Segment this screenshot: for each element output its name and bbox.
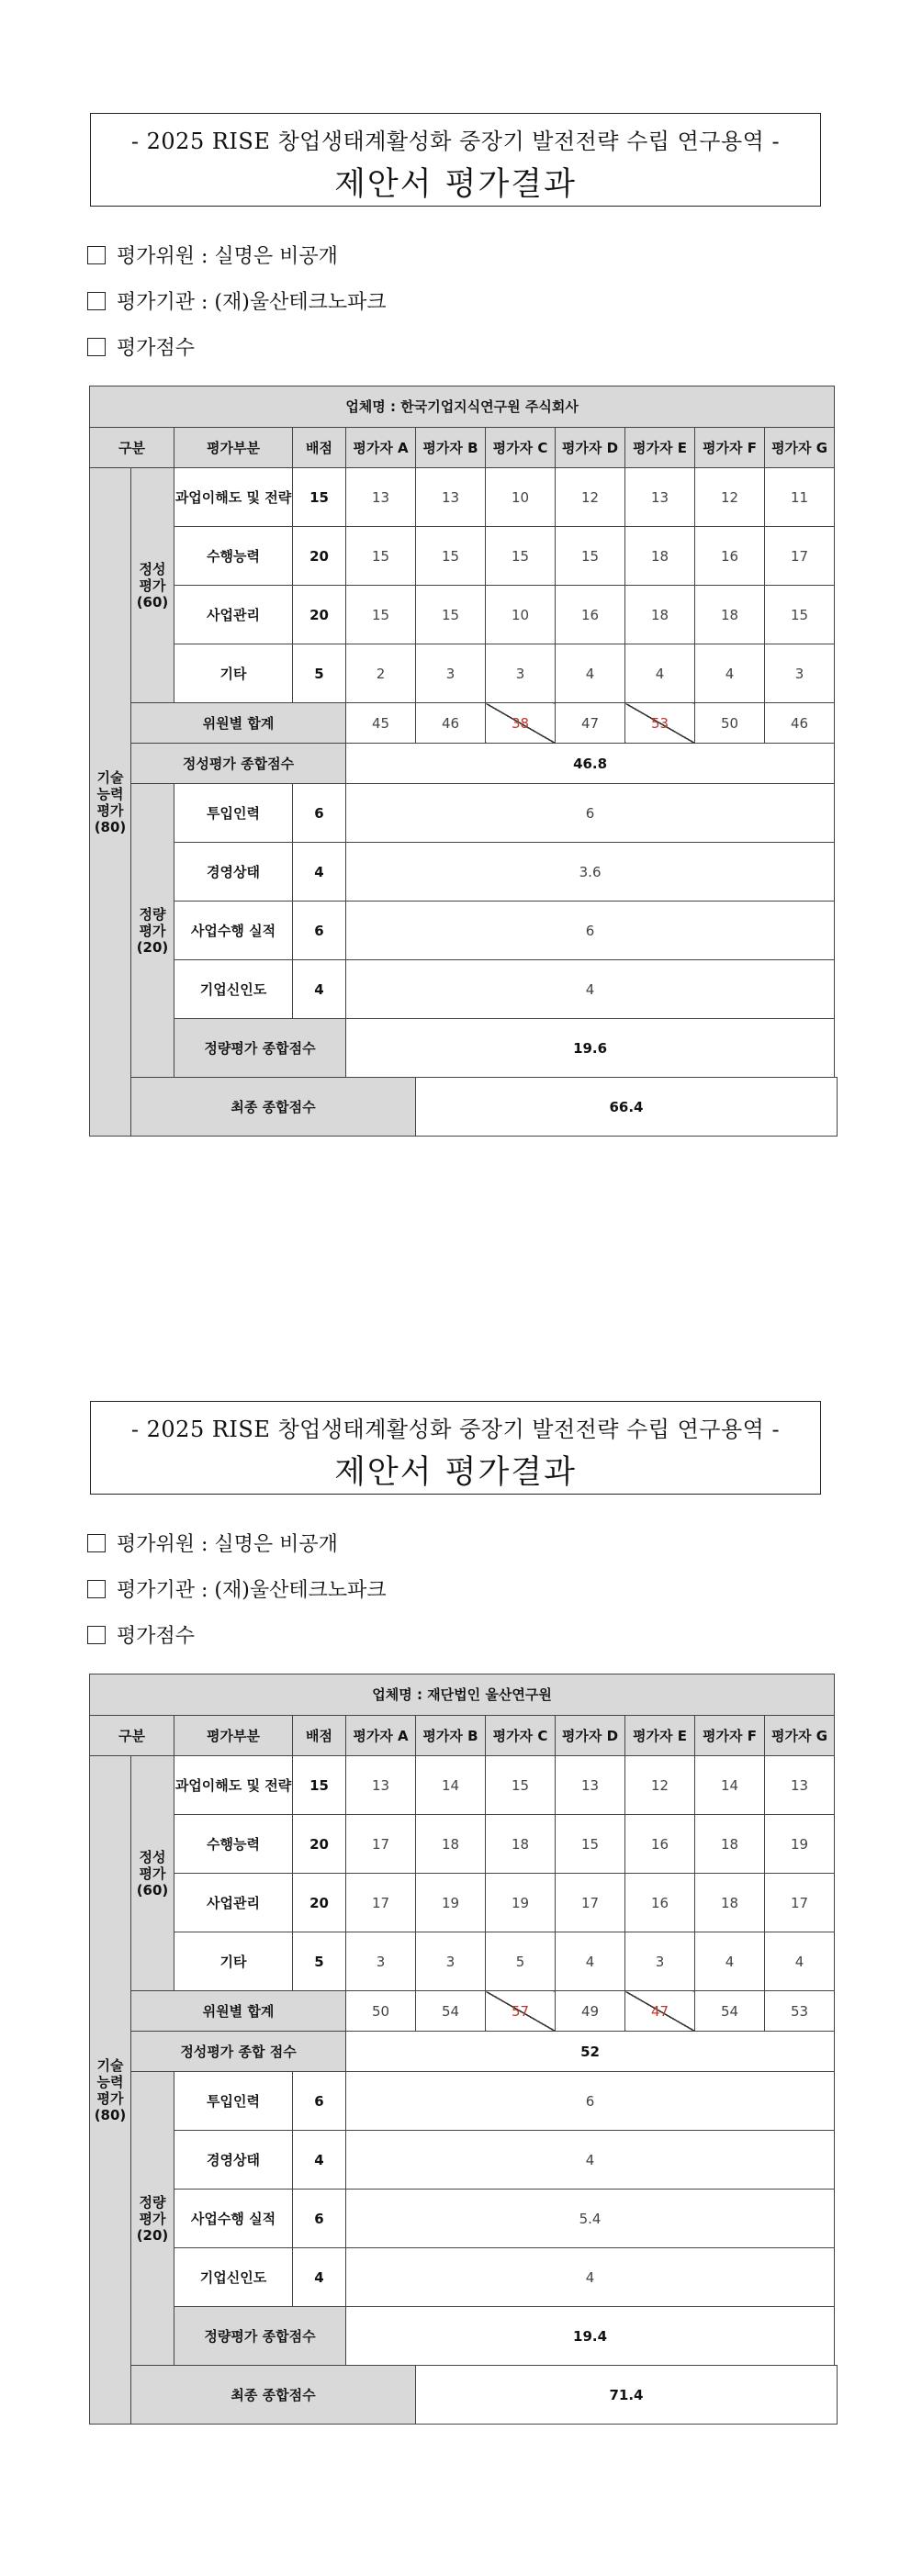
criterion-label: 기타 [174,644,293,703]
sum-row [90,1991,838,2032]
score-cell: 18 [486,1815,556,1874]
criterion-label: 기업신인도 [174,960,293,1019]
info-line [87,286,387,315]
score-cell: 5 [486,1932,556,1991]
header-evaluator: 평가자 F [695,1716,765,1756]
title-box [90,113,821,207]
page-title: 제안서 평가결과 [334,1454,577,1491]
header-evaluator: 평가자 B [416,428,486,468]
criterion-label: 경영상태 [174,2131,293,2190]
score-cell: 15 [486,527,556,586]
info-text: 평가점수 [117,1625,196,1648]
qualitative-total-row [90,744,838,784]
info-line [87,1620,195,1649]
table-row [90,902,838,960]
header-evaluator: 평가자 A [346,1716,416,1756]
quantitative-score: 6 [346,784,835,843]
score-cell: 3 [625,1932,695,1991]
score-cell: 19 [765,1815,835,1874]
page-title: 제안서 평가결과 [334,166,577,203]
score-table [89,386,838,1137]
criterion-label: 기타 [174,1932,293,1991]
score-cell: 18 [695,586,765,644]
criterion-points: 6 [293,784,346,843]
criterion-label: 사업관리 [174,1874,293,1932]
table-row [90,1932,838,1991]
score-cell: 12 [556,468,625,527]
score-cell: 12 [625,1756,695,1815]
sum-label: 위원별 합계 [131,1991,346,2032]
score-table [89,1674,838,2425]
qualitative-total-value: 46.8 [346,744,835,784]
header-evaluator: 평가자 D [556,428,625,468]
criterion-points: 6 [293,902,346,960]
header-part: 평가부분 [174,1716,293,1756]
score-cell: 14 [416,1756,486,1815]
header-evaluator: 평가자 D [556,1716,625,1756]
info-text: 평가점수 [117,337,196,360]
company-name: 업체명 : 재단법인 울산연구원 [90,1674,835,1716]
header-row [90,1716,838,1756]
company-row [90,1674,838,1716]
qualitative-total-label: 정성평가 종합점수 [131,744,346,784]
project-subtitle: - 2025 RISE 창업생태계활성화 중장기 발전전략 수립 연구용역 - [130,129,781,154]
quantitative-total-label: 정량평가 종합점수 [174,2307,346,2366]
header-evaluator: 평가자 C [486,1716,556,1756]
score-cell: 13 [416,468,486,527]
final-total-value: 71.4 [416,2366,838,2425]
checkbox-square-icon [87,338,106,356]
sum-cell: 54 [416,1991,486,2032]
score-cell: 15 [486,1756,556,1815]
criterion-points: 4 [293,2248,346,2307]
header-evaluator: 평가자 E [625,428,695,468]
header-category: 구분 [90,428,174,468]
final-total-value: 66.4 [416,1078,838,1137]
criterion-points: 6 [293,2072,346,2131]
company-name: 업체명 : 한국기업지식연구원 주식회사 [90,386,835,428]
sum-cell: 46 [416,703,486,744]
header-row [90,428,838,468]
checkbox-square-icon [87,1534,106,1552]
info-line [87,241,338,269]
info-line [87,332,195,361]
score-cell: 14 [695,1756,765,1815]
table-row [90,1756,838,1815]
table-row [90,2190,838,2248]
quantitative-score: 6 [346,2072,835,2131]
excluded-sum-cell: 53 [625,703,695,744]
score-cell: 15 [416,527,486,586]
info-line [87,1574,387,1603]
evaluation-page [0,1288,911,2576]
checkbox-square-icon [87,246,106,264]
header-evaluator: 평가자 E [625,1716,695,1756]
tech-eval-label: 기술 능력 평가 (80) [90,468,131,1137]
criterion-points: 20 [293,586,346,644]
table-row [90,527,838,586]
table-row [90,2131,838,2190]
score-cell: 17 [765,527,835,586]
criterion-label: 사업수행 실적 [174,2190,293,2248]
score-cell: 17 [346,1874,416,1932]
table-row [90,468,838,527]
criterion-label: 수행능력 [174,527,293,586]
project-subtitle: - 2025 RISE 창업생태계활성화 중장기 발전전략 수립 연구용역 - [130,1417,781,1442]
sum-label: 위원별 합계 [131,703,346,744]
score-cell: 16 [625,1815,695,1874]
quantitative-score: 4 [346,2131,835,2190]
checkbox-square-icon [87,1626,106,1644]
table-row [90,2248,838,2307]
header-evaluator: 평가자 C [486,428,556,468]
criterion-points: 20 [293,1874,346,1932]
criterion-label: 과업이해도 및 전략 [174,1756,293,1815]
info-text: 평가기관 : (재)울산테크노파크 [117,291,387,314]
criterion-points: 20 [293,1815,346,1874]
criterion-points: 15 [293,1756,346,1815]
header-evaluator: 평가자 B [416,1716,486,1756]
score-cell: 2 [346,644,416,703]
table-row [90,586,838,644]
criterion-label: 사업수행 실적 [174,902,293,960]
sum-cell: 49 [556,1991,625,2032]
qualitative-total-row [90,2032,838,2072]
final-total-row [90,2366,838,2425]
header-points: 배점 [293,1716,346,1756]
criterion-points: 4 [293,2131,346,2190]
header-points: 배점 [293,428,346,468]
score-cell: 13 [346,1756,416,1815]
criterion-label: 기업신인도 [174,2248,293,2307]
score-cell: 13 [765,1756,835,1815]
score-cell: 13 [625,468,695,527]
criterion-points: 5 [293,644,346,703]
score-cell: 3 [486,644,556,703]
score-cell: 10 [486,468,556,527]
score-cell: 4 [625,644,695,703]
score-cell: 11 [765,468,835,527]
header-part: 평가부분 [174,428,293,468]
header-evaluator: 평가자 G [765,428,835,468]
quantitative-total-label: 정량평가 종합점수 [174,1019,346,1078]
score-cell: 10 [486,586,556,644]
score-cell: 15 [765,586,835,644]
table-row [90,960,838,1019]
excluded-sum-cell: 57 [486,1991,556,2032]
score-cell: 4 [556,1932,625,1991]
sum-cell: 46 [765,703,835,744]
table-row [90,1874,838,1932]
score-cell: 16 [625,1874,695,1932]
table-row [90,2072,838,2131]
quantitative-total-row [90,2307,838,2366]
sum-cell: 53 [765,1991,835,2032]
sum-cell: 50 [695,703,765,744]
criterion-label: 과업이해도 및 전략 [174,468,293,527]
table-row [90,843,838,902]
quantitative-total-value: 19.4 [346,2307,835,2366]
quantitative-label: 정량 평가 (20) [131,784,174,1078]
quantitative-score: 4 [346,960,835,1019]
sum-cell: 50 [346,1991,416,2032]
score-cell: 18 [416,1815,486,1874]
tech-eval-label: 기술 능력 평가 (80) [90,1756,131,2425]
score-cell: 19 [416,1874,486,1932]
title-box [90,1401,821,1495]
info-text: 평가위원 : 실명은 비공개 [117,1533,338,1556]
score-cell: 15 [556,527,625,586]
sum-cell: 47 [556,703,625,744]
table-row [90,1815,838,1874]
qualitative-total-label: 정성평가 종합 점수 [131,2032,346,2072]
score-cell: 16 [556,586,625,644]
score-cell: 15 [556,1815,625,1874]
score-cell: 15 [346,586,416,644]
quantitative-score: 6 [346,902,835,960]
qualitative-label: 정성 평가 (60) [131,1756,174,1991]
score-cell: 18 [695,1874,765,1932]
criterion-label: 투입인력 [174,784,293,843]
score-cell: 4 [556,644,625,703]
header-evaluator: 평가자 A [346,428,416,468]
criterion-points: 4 [293,843,346,902]
quantitative-score: 3.6 [346,843,835,902]
score-cell: 17 [765,1874,835,1932]
quantitative-score: 4 [346,2248,835,2307]
score-cell: 18 [695,1815,765,1874]
final-total-label: 최종 종합점수 [131,1078,416,1137]
score-cell: 3 [416,1932,486,1991]
quantitative-score: 5.4 [346,2190,835,2248]
criterion-label: 사업관리 [174,586,293,644]
score-cell: 4 [695,644,765,703]
criterion-points: 15 [293,468,346,527]
criterion-points: 4 [293,960,346,1019]
checkbox-square-icon [87,1580,106,1598]
quantitative-label: 정량 평가 (20) [131,2072,174,2366]
header-evaluator: 평가자 F [695,428,765,468]
criterion-points: 6 [293,2190,346,2248]
qualitative-label: 정성 평가 (60) [131,468,174,703]
score-cell: 17 [346,1815,416,1874]
score-cell: 3 [416,644,486,703]
header-category: 구분 [90,1716,174,1756]
info-line [87,1529,338,1557]
info-text: 평가기관 : (재)울산테크노파크 [117,1579,387,1602]
score-cell: 12 [695,468,765,527]
criterion-points: 20 [293,527,346,586]
quantitative-total-value: 19.6 [346,1019,835,1078]
checkbox-square-icon [87,292,106,310]
info-text: 평가위원 : 실명은 비공개 [117,245,338,268]
qualitative-total-value: 52 [346,2032,835,2072]
table-row [90,784,838,843]
score-cell: 15 [346,527,416,586]
score-cell: 3 [346,1932,416,1991]
final-total-label: 최종 종합점수 [131,2366,416,2425]
score-cell: 15 [416,586,486,644]
header-evaluator: 평가자 G [765,1716,835,1756]
criterion-points: 5 [293,1932,346,1991]
score-cell: 13 [346,468,416,527]
score-cell: 18 [625,527,695,586]
score-cell: 16 [695,527,765,586]
table-row [90,644,838,703]
excluded-sum-cell: 47 [625,1991,695,2032]
sum-row [90,703,838,744]
quantitative-total-row [90,1019,838,1078]
criterion-label: 경영상태 [174,843,293,902]
score-cell: 3 [765,644,835,703]
sum-cell: 54 [695,1991,765,2032]
score-cell: 13 [556,1756,625,1815]
company-row [90,386,838,428]
score-cell: 4 [765,1932,835,1991]
criterion-label: 투입인력 [174,2072,293,2131]
score-cell: 4 [695,1932,765,1991]
score-cell: 17 [556,1874,625,1932]
final-total-row [90,1078,838,1137]
criterion-label: 수행능력 [174,1815,293,1874]
score-cell: 19 [486,1874,556,1932]
score-cell: 18 [625,586,695,644]
excluded-sum-cell: 38 [486,703,556,744]
sum-cell: 45 [346,703,416,744]
